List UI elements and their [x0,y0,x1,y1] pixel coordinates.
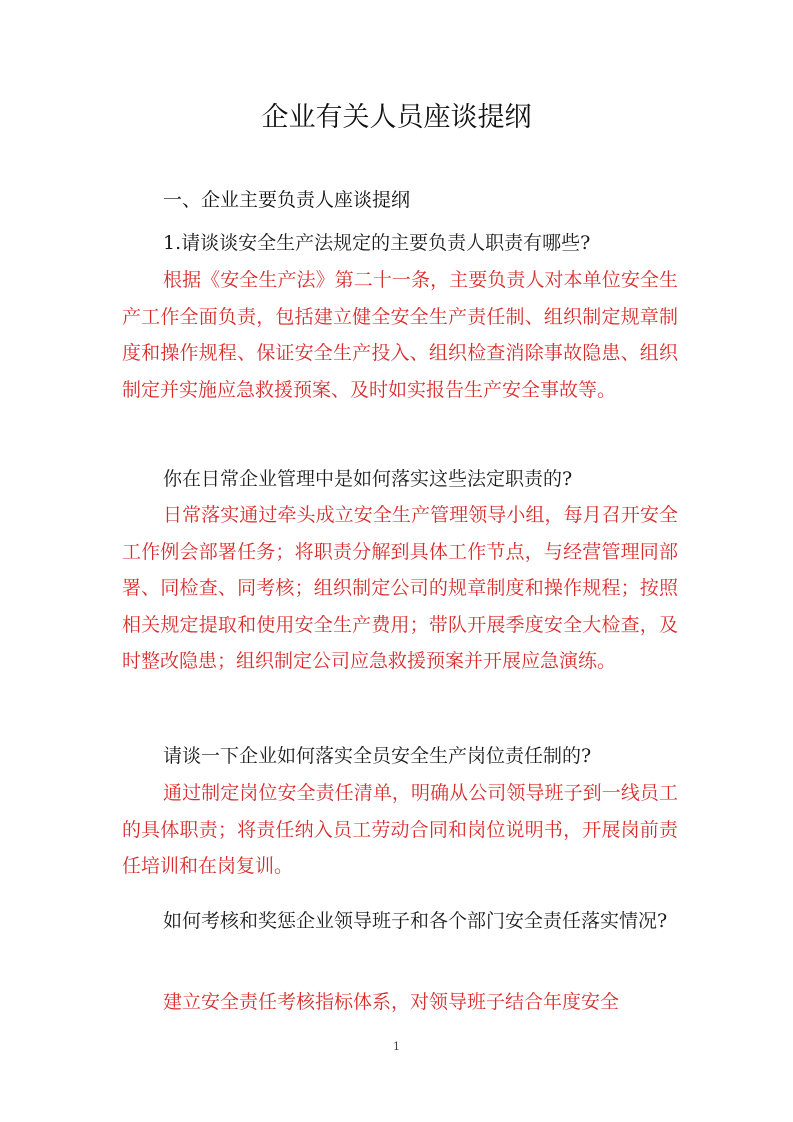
answer-paragraph: 日常落实通过牵头成立安全生产管理领导小组，每月召开安全工作例会部署任务；将职责分解到具体工作节点，与经营管理同部署、同检查、同考核；组织制定公司的规章制度和操作规程；按照相关规定提取和使用安全生产费用；带队开展季度安全大检查，及时整改隐患；组织制定公司应急救援预案并开展应急演练。 [122,504,678,672]
answer-paragraph: 根据《安全生产法》第二十一条，主要负责人对本单位安全生产工作全面负责，包括建立健全安全生产责任制、组织制定规章制度和操作规程、保证安全生产投入、组织检查消除事故隐患、组织制定并实施应急救援预案、及时如实报告生产安全事故等。 [122,269,678,401]
question-paragraph: 如何考核和奖惩企业领导班子和各个部门安全责任落实情况? [163,910,668,932]
question-paragraph: 请谈一下企业如何落实全员安全生产岗位责任制的? [163,745,592,767]
question-paragraph: 1.请谈谈安全生产法规定的主要负责人职责有哪些? [163,232,591,254]
document-title: 企业有关人员座谈提纲 [261,102,532,133]
answer-paragraph: 通过制定岗位安全责任清单，明确从公司领导班子到一线员工的具体职责；将责任纳入员工劳动合同和岗位说明书，开展岗前责任培训和在岗复训。 [122,782,678,877]
section-heading: 一、企业主要负责人座谈提纲 [163,189,411,211]
answer-paragraph: 建立安全责任考核指标体系，对领导班子结合年度安全 [163,991,620,1013]
page-number: 1 [393,1040,400,1053]
question-paragraph: 你在日常企业管理中是如何落实这些法定职责的? [163,468,573,490]
